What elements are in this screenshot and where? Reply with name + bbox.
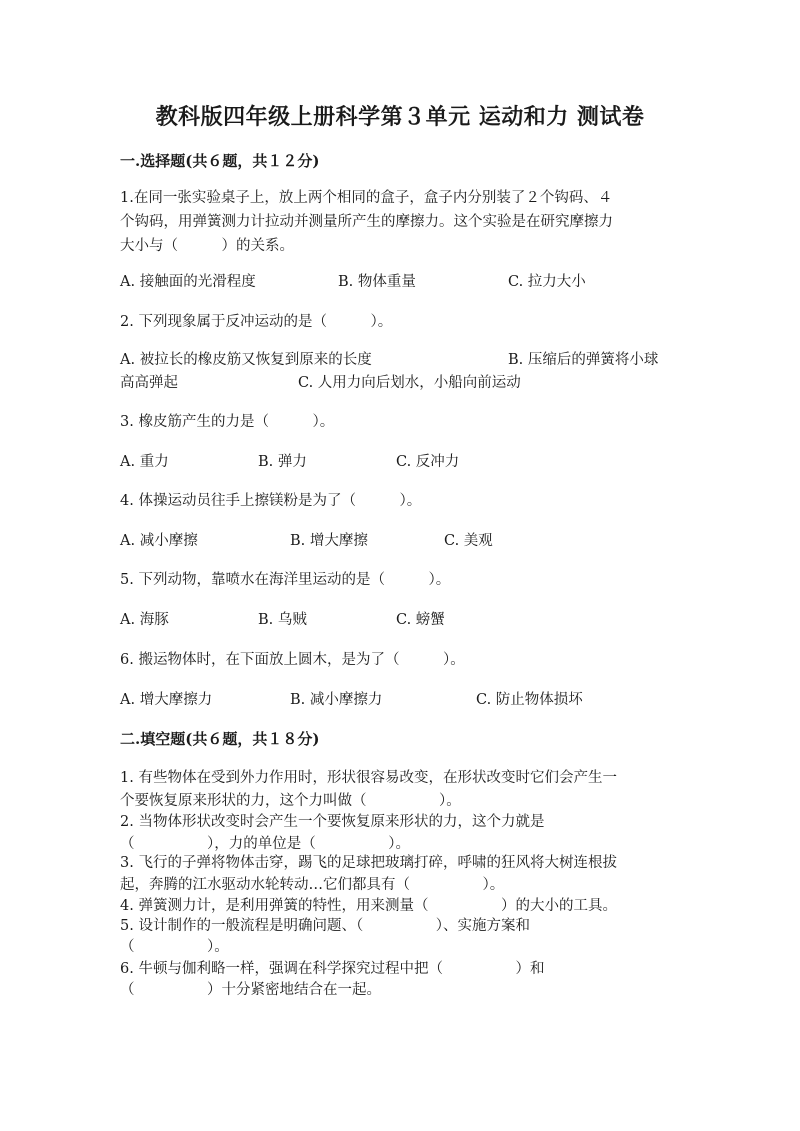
question-3-option-a: A. 重力 [120,454,169,470]
page-title: 教科版四年级上册科学第３单元 运动和力 测试卷 [155,104,645,130]
question-2-option-b-cont: 高高弹起 [120,375,178,391]
question-2-option-b: B. 压缩后的弹簧将小球 [508,352,659,368]
fill-line-11: （ ）十分紧密地结合在一起。 [120,982,381,998]
question-3-stem: 3. 橡皮筋产生的力是（ ）。 [120,414,335,430]
question-2-stem: 2. 下列现象属于反冲运动的是（ ）。 [120,314,393,330]
fill-line-7: 4. 弹簧测力计，是利用弹簧的特性，用来测量（ ）的大小的工具。 [120,898,617,914]
question-4-option-a: A. 减小摩擦 [120,533,198,549]
question-6-option-b: B. 减小摩擦力 [290,692,383,708]
question-2-option-c: C. 人用力向后划水，小船向前运动 [298,375,521,391]
question-3-option-c: C. 反冲力 [396,454,460,470]
section-heading-fill-blank: 二.填空题(共６题，共１８分) [120,730,320,748]
question-1-option-b: B. 物体重量 [338,274,416,290]
question-4-stem: 4. 体操运动员往手上擦镁粉是为了（ ）。 [120,493,422,509]
question-6-stem: 6. 搬运物体时，在下面放上圆木，是为了（ ）。 [120,652,465,668]
fill-line-1: 1. 有些物体在受到外力作用时，形状很容易改变，在形状改变时它们会产生一 [120,770,617,786]
question-6-option-a: A. 增大摩擦力 [120,692,213,708]
question-1-line-2: 个钩码，用弹簧测力计拉动并测量所产生的摩擦力。这个实验是在研究摩擦力 [120,214,613,230]
question-4-option-b: B. 增大摩擦 [290,533,368,549]
question-1-line-1: 1.在同一张实验桌子上，放上两个相同的盒子，盒子内分别装了２个钩码、４ [120,190,613,206]
section-heading-choice: 一.选择题(共６题，共１２分) [120,152,320,170]
question-3-option-b: B. 弹力 [258,454,307,470]
question-1-line-3: 大小与（ ）的关系。 [120,238,294,254]
question-5-option-a: A. 海豚 [120,612,169,628]
fill-line-9: （ ）。 [120,939,229,955]
fill-line-4: （ ），力的单位是（ ）。 [120,836,410,852]
question-5-stem: 5. 下列动物，靠喷水在海洋里运动的是（ ）。 [120,572,451,588]
question-5-option-c: C. 螃蟹 [396,612,445,628]
question-2-option-a: A. 被拉长的橡皮筋又恢复到原来的长度 [120,352,372,368]
question-1-option-a: A. 接触面的光滑程度 [120,274,256,290]
question-1-option-c: C. 拉力大小 [508,274,586,290]
question-6-option-c: C. 防止物体损坏 [476,692,583,708]
question-5-option-b: B. 乌贼 [258,612,307,628]
fill-line-10: 6. 牛顿与伽利略一样，强调在科学探究过程中把（ ）和 [120,961,545,977]
fill-line-8: 5. 设计制作的一般流程是明确问题、（ ）、实施方案和 [120,918,530,934]
question-4-option-c: C. 美观 [444,533,493,549]
fill-line-5: 3. 飞行的子弹将物体击穿，踢飞的足球把玻璃打碎，呼啸的狂风将大树连根拔 [120,855,617,871]
fill-line-2: 个要恢复原来形状的力，这个力叫做（ ）。 [120,793,461,809]
fill-line-6: 起，奔腾的江水驱动水轮转动…它们都具有（ ）。 [120,877,505,893]
fill-line-3: 2. 当物体形状改变时会产生一个要恢复原来形状的力，这个力就是 [120,814,545,830]
